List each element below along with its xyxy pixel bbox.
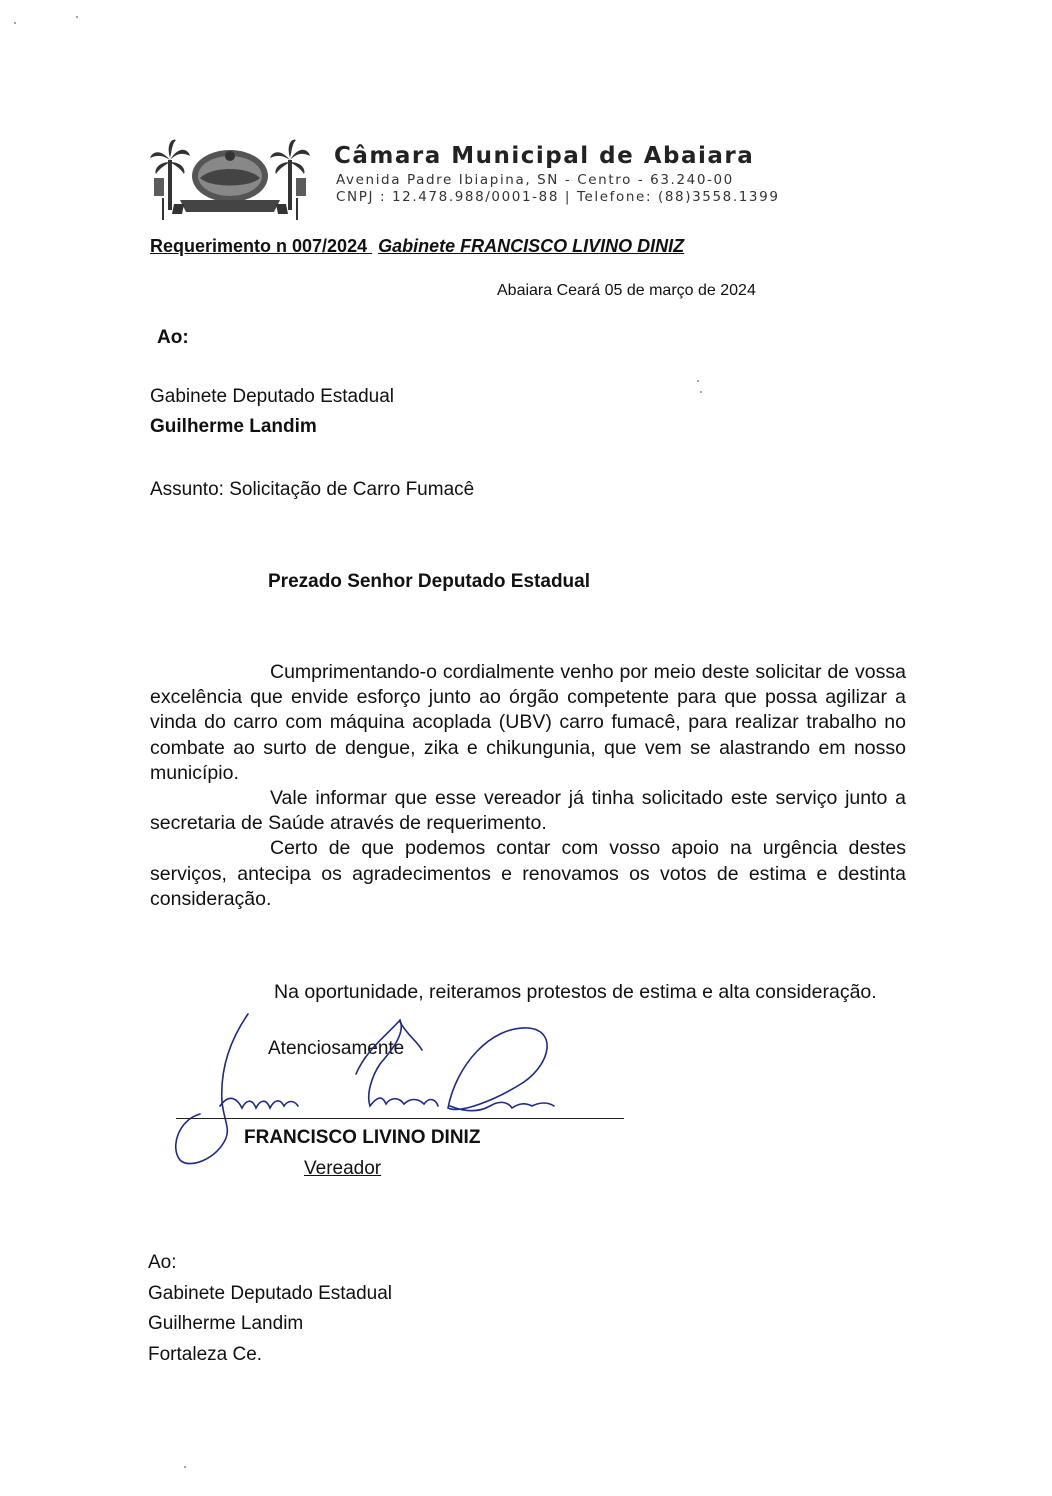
request-number: Requerimento n 007/2024 — [150, 236, 368, 256]
scan-speck — [14, 22, 16, 24]
signer-role: Vereador — [304, 1158, 382, 1179]
recipient-name: Guilherme Landim — [150, 416, 317, 437]
body-paragraph: Certo de que podemos contar com vosso apoio na urgência destes serviços, antecipa os agradecimentos e renovamos os votos de estima e destinta consideração. — [150, 837, 906, 910]
letterhead-address: Avenida Padre Ibiapina, SN - Centro - 63.240-00 — [336, 172, 734, 188]
letterhead-institution-name: Câmara Municipal de Abaiara — [334, 143, 755, 169]
municipal-crest-logo — [150, 138, 310, 222]
body-paragraph: Vale informar que esse vereador já tinha solicitado este serviço junto a secretaria de Saúde através de requerimento. — [150, 787, 906, 835]
place-and-date: Abaiara Ceará 05 de março de 2024 — [497, 282, 756, 299]
signer-name: FRANCISCO LIVINO DINIZ — [244, 1127, 481, 1148]
footer-office: Gabinete Deputado Estadual — [148, 1282, 393, 1304]
request-office: Gabinete FRANCISCO LIVINO DINIZ — [378, 236, 685, 256]
signature-greeting: Atenciosamente — [268, 1038, 405, 1059]
footer-city: Fortaleza Ce. — [148, 1343, 263, 1365]
scan-speck — [184, 1466, 186, 1468]
footer-name: Guilherme Landim — [148, 1313, 304, 1334]
request-title — [150, 236, 684, 257]
letterhead-cnpj-phone: CNPJ : 12.478.988/0001-88 | Telefone: (88)3558.1399 — [336, 189, 780, 205]
footer-address-block — [148, 1248, 392, 1370]
scan-speck — [697, 380, 699, 382]
body-paragraph: Cumprimentando-o cordialmente venho por meio deste solicitar de vossa excelência que envide esforço junto ao órgão competente para que possa agilizar a vinda do carro com máquina acoplada (UBV) carro fumacê, para realizar trabalho no combate ao surto de dengue, zika e chikungunia, que vem se alastrando em nosso município. — [150, 661, 906, 784]
subject-line: Assunto: Solicitação de Carro Fumacê — [150, 479, 475, 500]
scan-speck — [76, 16, 78, 18]
closing-phrase: Na oportunidade, reiteramos protestos de estima e alta consideração. — [274, 981, 877, 1003]
footer-to-label: Ao: — [148, 1252, 177, 1273]
signature-line — [176, 1118, 624, 1119]
handwritten-signature — [160, 1010, 640, 1180]
salutation: Prezado Senhor Deputado Estadual — [268, 571, 590, 592]
recipient-office: Gabinete Deputado Estadual — [150, 386, 395, 407]
recipient-label: Ao: — [157, 327, 189, 348]
letter-body — [150, 660, 906, 912]
scan-speck — [700, 391, 702, 393]
